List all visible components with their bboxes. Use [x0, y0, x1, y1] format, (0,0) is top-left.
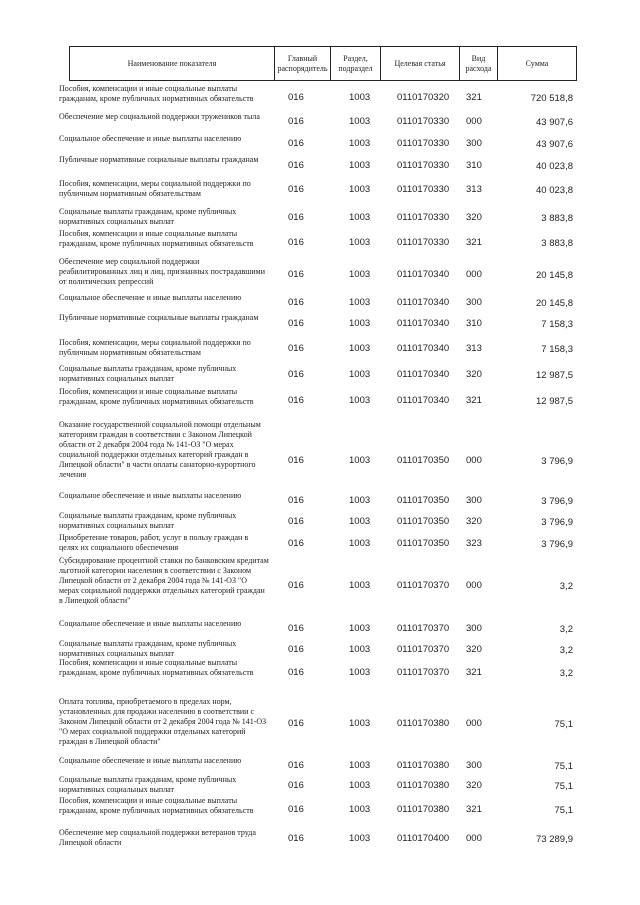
- row-vid: 000: [466, 718, 482, 729]
- row-razdel: 1003: [349, 580, 371, 591]
- row-statya: 0110170330: [397, 160, 450, 171]
- row-glavny: 016: [288, 160, 304, 171]
- row-name: Публичные нормативные социальные выплаты гражданам: [59, 313, 259, 322]
- row-glavny: 016: [288, 580, 304, 591]
- row-summa: 3 796,9: [541, 456, 573, 467]
- table-row: [0, 313, 640, 335]
- row-glavny: 016: [288, 804, 304, 815]
- row-razdel: 1003: [349, 495, 371, 506]
- row-glavny: 016: [288, 297, 304, 308]
- row-name: Приобретение товаров, работ, услуг в пользу граждан в целях их социального обеспечения: [59, 533, 249, 552]
- row-statya: 0110170350: [397, 538, 450, 549]
- row-razdel: 1003: [349, 138, 371, 149]
- row-razdel: 1003: [349, 184, 371, 195]
- row-summa: 73 289,9: [536, 834, 573, 845]
- table-row: [0, 257, 640, 293]
- row-vid: 313: [466, 184, 482, 195]
- row-name: Субсидирование процентной ставки по банковским кредитам льготной категории населения в соответствии с Законом Липецкой области от 2 декабря 2004 года № 141-ОЗ "О мерах социальной поддержки отдельных категорий граждан в Липецкой области": [59, 556, 269, 605]
- row-summa: 720 518,8: [530, 93, 573, 104]
- table-row: [0, 756, 640, 776]
- row-statya: 0110170380: [397, 780, 450, 791]
- row-razdel: 1003: [349, 833, 371, 844]
- row-statya: 0110170350: [397, 455, 450, 466]
- header-name: Наименование показателя: [127, 58, 217, 68]
- table-row: [0, 179, 640, 201]
- row-glavny: 016: [288, 369, 304, 380]
- row-name: Социальное обеспечение и иные выплаты населению: [59, 491, 242, 500]
- row-name: Социальное обеспечение и иные выплаты населению: [59, 293, 242, 302]
- row-name: Пособия, компенсации, меры социальной поддержки по публичным нормативным обязательствам: [59, 179, 251, 198]
- row-statya: 0110170380: [397, 760, 450, 771]
- row-statya: 0110170370: [397, 623, 450, 634]
- row-summa: 3,2: [559, 668, 573, 679]
- row-razdel: 1003: [349, 269, 371, 280]
- row-razdel: 1003: [349, 369, 371, 380]
- row-vid: 000: [466, 833, 482, 844]
- row-glavny: 016: [288, 718, 304, 729]
- row-statya: 0110170350: [397, 516, 450, 527]
- row-name: Социальные выплаты гражданам, кроме публичных нормативных социальных выплат: [59, 364, 237, 383]
- row-vid: 323: [466, 538, 482, 549]
- row-summa: 7 158,3: [541, 344, 573, 355]
- row-vid: 300: [466, 760, 482, 771]
- row-statya: 0110170340: [397, 343, 450, 354]
- row-summa: 3 883,8: [541, 238, 573, 249]
- table-row: [0, 387, 640, 415]
- row-razdel: 1003: [349, 237, 371, 248]
- row-name: Пособия, компенсации, меры социальной поддержки по публичным нормативным обязательствам: [59, 338, 251, 357]
- row-name: Оказание государственной социальной помощи отдельным категориям граждан в соответствии с Законом Липецкой области от 2 декабря 2004 года № 141-ОЗ "О мерах социальной поддержки отдельных категорий граждан в Липецкой области" в части оплаты санаторно-курортного лечения: [59, 420, 261, 479]
- row-summa: 75,1: [554, 805, 573, 816]
- row-vid: 320: [466, 212, 482, 223]
- row-glavny: 016: [288, 780, 304, 791]
- table-row: [0, 84, 640, 112]
- table-row: [0, 697, 640, 751]
- row-summa: 3,2: [559, 624, 573, 635]
- row-name: Социальное обеспечение и иные выплаты населению: [59, 134, 242, 143]
- row-name: Социальные выплаты гражданам, кроме публичных нормативных социальных выплат: [59, 639, 237, 658]
- row-glavny: 016: [288, 538, 304, 549]
- row-statya: 0110170340: [397, 269, 450, 280]
- row-vid: 000: [466, 116, 482, 127]
- row-glavny: 016: [288, 516, 304, 527]
- header-summa: Сумма: [497, 47, 576, 80]
- row-glavny: 016: [288, 184, 304, 195]
- table-row: [0, 293, 640, 313]
- row-name: Оплата топлива, приобретаемого в пределах норм, установленных для продажи населению в соответствии с Законом Липецкой области от 2 декабря 2004 года № 141-ОЗ "О мерах социальной поддержки отдельных категорий граждан в Липецкой области": [59, 697, 267, 746]
- row-statya: 0110170320: [397, 92, 450, 103]
- row-razdel: 1003: [349, 160, 371, 171]
- row-glavny: 016: [288, 212, 304, 223]
- table-row: [0, 828, 640, 850]
- row-statya: 0110170330: [397, 212, 450, 223]
- row-statya: 0110170340: [397, 395, 450, 406]
- row-razdel: 1003: [349, 343, 371, 354]
- row-statya: 0110170340: [397, 318, 450, 329]
- row-name: Социальные выплаты гражданам, кроме публичных нормативных социальных выплат: [59, 207, 237, 226]
- row-vid: 000: [466, 580, 482, 591]
- row-glavny: 016: [288, 138, 304, 149]
- row-vid: 321: [466, 395, 482, 406]
- row-vid: 313: [466, 343, 482, 354]
- header-vid: Вид расхода: [459, 47, 497, 80]
- row-statya: 0110170380: [397, 718, 450, 729]
- row-razdel: 1003: [349, 455, 371, 466]
- row-name: Обеспечение мер социальной поддержки реабилитированных лиц и лиц, признанных пострадавшими от политических репрессий: [59, 257, 266, 286]
- row-name: Социальные выплаты гражданам, кроме публичных нормативных социальных выплат: [59, 775, 237, 794]
- row-razdel: 1003: [349, 667, 371, 678]
- row-razdel: 1003: [349, 644, 371, 655]
- table-row: [0, 796, 640, 824]
- row-summa: 3 883,8: [541, 213, 573, 224]
- row-vid: 310: [466, 160, 482, 171]
- row-name: Пособия, компенсации и иные социальные выплаты гражданам, кроме публичных нормативных обязательств: [59, 796, 254, 815]
- row-vid: 000: [466, 455, 482, 466]
- table-row: [0, 420, 640, 502]
- row-razdel: 1003: [349, 780, 371, 791]
- row-name: Социальное обеспечение и иные выплаты населению: [59, 619, 242, 628]
- row-glavny: 016: [288, 833, 304, 844]
- row-statya: 0110170340: [397, 369, 450, 380]
- row-statya: 0110170370: [397, 644, 450, 655]
- row-statya: 0110170340: [397, 297, 450, 308]
- row-vid: 310: [466, 318, 482, 329]
- row-statya: 0110170370: [397, 580, 450, 591]
- table-row: [0, 364, 640, 386]
- row-summa: 20 145,8: [536, 298, 573, 309]
- row-vid: 320: [466, 369, 482, 380]
- row-vid: 300: [466, 297, 482, 308]
- table-row: [0, 207, 640, 229]
- row-summa: 3 796,9: [541, 539, 573, 550]
- row-summa: 12 987,5: [536, 396, 573, 407]
- row-vid: 000: [466, 269, 482, 280]
- row-statya: 0110170330: [397, 237, 450, 248]
- table-row: [0, 775, 640, 797]
- row-vid: 321: [466, 804, 482, 815]
- header-glavny: Главный распорядитель: [274, 47, 330, 80]
- row-name: Обеспечение мер социальной поддержки ветеранов труда Липецкой области: [59, 828, 256, 847]
- row-statya: 0110170400: [397, 833, 450, 844]
- row-razdel: 1003: [349, 318, 371, 329]
- row-name: Обеспечение мер социальной поддержки тружеников тыла: [59, 112, 260, 121]
- row-summa: 20 145,8: [536, 270, 573, 281]
- row-name: Пособия, компенсации и иные социальные выплаты гражданам, кроме публичных нормативных обязательств: [59, 84, 254, 103]
- row-statya: 0110170350: [397, 495, 450, 506]
- header-razdel: Раздел, подраздел: [330, 47, 380, 80]
- row-name: Социальное обеспечение и иные выплаты населению: [59, 756, 242, 765]
- row-statya: 0110170380: [397, 804, 450, 815]
- table-row: [0, 556, 640, 616]
- row-glavny: 016: [288, 92, 304, 103]
- table-row: [0, 533, 640, 555]
- header-statya: Целевая статья: [380, 47, 459, 80]
- row-summa: 7 158,3: [541, 319, 573, 330]
- row-vid: 321: [466, 92, 482, 103]
- table-row: [0, 155, 640, 177]
- row-vid: 300: [466, 623, 482, 634]
- row-name: Пособия, компенсации и иные социальные выплаты гражданам, кроме публичных нормативных обязательств: [59, 229, 254, 248]
- table-row: [0, 112, 640, 132]
- row-summa: 12 987,5: [536, 370, 573, 381]
- row-statya: 0110170330: [397, 138, 450, 149]
- table-row: [0, 134, 640, 154]
- row-glavny: 016: [288, 760, 304, 771]
- row-summa: 75,1: [554, 781, 573, 792]
- row-glavny: 016: [288, 667, 304, 678]
- row-summa: 3,2: [559, 581, 573, 592]
- row-glavny: 016: [288, 343, 304, 354]
- row-glavny: 016: [288, 623, 304, 634]
- row-summa: 40 023,8: [536, 185, 573, 196]
- row-razdel: 1003: [349, 297, 371, 308]
- table-row: [0, 658, 640, 688]
- row-glavny: 016: [288, 116, 304, 127]
- table-row: [0, 619, 640, 639]
- table-row: [0, 511, 640, 533]
- row-summa: 75,1: [554, 719, 573, 730]
- row-glavny: 016: [288, 269, 304, 280]
- row-razdel: 1003: [349, 623, 371, 634]
- row-glavny: 016: [288, 644, 304, 655]
- row-summa: 3 796,9: [541, 517, 573, 528]
- table-row: [0, 491, 640, 511]
- row-name: Пособия, компенсации и иные социальные выплаты гражданам, кроме публичных нормативных обязательств: [59, 387, 254, 406]
- row-summa: 3,2: [559, 645, 573, 656]
- row-glavny: 016: [288, 495, 304, 506]
- row-razdel: 1003: [349, 718, 371, 729]
- row-vid: 321: [466, 667, 482, 678]
- row-statya: 0110170330: [397, 184, 450, 195]
- table-row: [0, 338, 640, 360]
- table-row: [0, 229, 640, 257]
- row-vid: 320: [466, 780, 482, 791]
- row-statya: 0110170370: [397, 667, 450, 678]
- row-summa: 3 796,9: [541, 496, 573, 507]
- row-glavny: 016: [288, 318, 304, 329]
- row-summa: 43 907,6: [536, 117, 573, 128]
- row-vid: 300: [466, 138, 482, 149]
- row-vid: 320: [466, 644, 482, 655]
- row-summa: 43 907,6: [536, 139, 573, 150]
- row-vid: 321: [466, 237, 482, 248]
- row-summa: 40 023,8: [536, 161, 573, 172]
- row-razdel: 1003: [349, 395, 371, 406]
- row-statya: 0110170330: [397, 116, 450, 127]
- row-vid: 300: [466, 495, 482, 506]
- row-glavny: 016: [288, 237, 304, 248]
- row-summa: 75,1: [554, 761, 573, 772]
- row-razdel: 1003: [349, 212, 371, 223]
- row-glavny: 016: [288, 455, 304, 466]
- row-razdel: 1003: [349, 116, 371, 127]
- row-razdel: 1003: [349, 760, 371, 771]
- row-razdel: 1003: [349, 538, 371, 549]
- row-razdel: 1003: [349, 516, 371, 527]
- row-razdel: 1003: [349, 804, 371, 815]
- row-name: Публичные нормативные социальные выплаты гражданам: [59, 155, 259, 164]
- row-glavny: 016: [288, 395, 304, 406]
- row-name: Социальные выплаты гражданам, кроме публичных нормативных социальных выплат: [59, 511, 237, 530]
- row-razdel: 1003: [349, 92, 371, 103]
- row-vid: 320: [466, 516, 482, 527]
- row-name: Пособия, компенсации и иные социальные выплаты гражданам, кроме публичных нормативных обязательств: [59, 658, 254, 677]
